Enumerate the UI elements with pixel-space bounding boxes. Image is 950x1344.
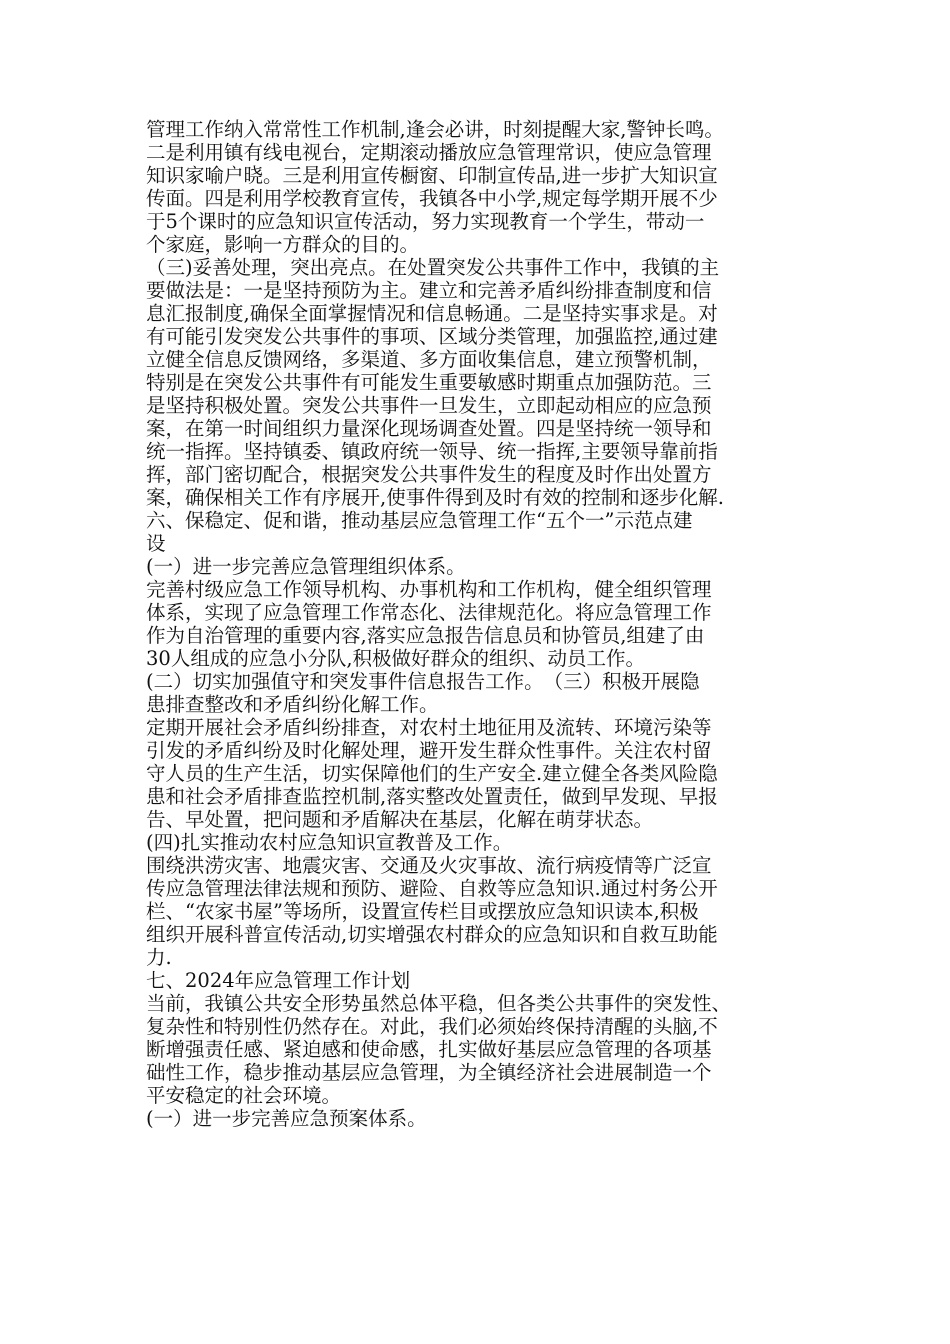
section-heading: 设 — [146, 532, 166, 555]
text-line: 是坚持积极处置。突发公共事件一旦发生，立即起动相应的应急预 — [146, 394, 712, 417]
text-line: 统一指挥。坚持镇委、镇政府统一领导、统一指挥,主要领导靠前指 — [146, 440, 718, 463]
text-line: 立健全信息反馈网络，多渠道、多方面收集信息，建立预警机制， — [146, 348, 712, 371]
text-line: 定期开展社会矛盾纠纷排查，对农村土地征用及流转、环境污染等 — [146, 716, 712, 739]
text-line: 个家庭，影响一方群众的目的。 — [146, 233, 420, 256]
text-line: 体系，实现了应急管理工作常态化、法律规范化。将应急管理工作 — [146, 601, 712, 624]
subsection-heading: (一）进一步完善应急管理组织体系。 — [146, 555, 466, 578]
subsection-heading: (二）切实加强值守和突发事件信息报告工作。 （三）积极开展隐 — [146, 670, 700, 693]
text-line: 传应急管理法律法规和预防、避险、自救等应急知识.通过村务公开 — [146, 877, 718, 900]
text-line: 二是利用镇有线电视台，定期滚动播放应急管理常识，使应急管理 — [146, 141, 712, 164]
text-line: 础性工作，稳步推动基层应急管理，为全镇经济社会进展制造一个 — [146, 1061, 712, 1084]
text-line: 栏、“农家书屋”等场所，设置宣传栏目或摆放应急知识读本,积极 — [146, 900, 699, 923]
text-line: 30人组成的应急小分队,积极做好群众的组织、动员工作。 — [146, 647, 646, 670]
text-line: 力. — [146, 946, 172, 969]
text-line: 传面。四是利用学校教育宣传，我镇各中小学,规定每学期开展不少 — [146, 187, 718, 210]
text-line: 围绕洪涝灾害、地震灾害、交通及火灾事故、流行病疫情等广泛宣 — [146, 854, 712, 877]
text-line: 案，在第一时间组织力量深化现场调查处置。四是坚持统一领导和 — [146, 417, 712, 440]
text-line: 告、早处置，把问题和矛盾解决在基层，化解在萌芽状态。 — [146, 808, 654, 831]
subsection-heading: (一）进一步完善应急预案体系。 — [146, 1107, 427, 1130]
section-heading: 六、保稳定、促和谐，推动基层应急管理工作“五个一”示范点建 — [146, 509, 693, 532]
subsection-heading: 患排查整改和矛盾纠纷化解工作。 — [146, 693, 439, 716]
text-line: 复杂性和特别性仍然存在。对此，我们必须始终保持清醒的头脑,不 — [146, 1015, 718, 1038]
text-line: 案，确保相关工作有序展开,使事件得到及时有效的控制和逐步化解. — [146, 486, 724, 509]
text-line: 患和社会矛盾排查监控机制,落实整改处置责任，做到早发现、早报 — [146, 785, 718, 808]
text-line: 要做法是：一是坚持预防为主。建立和完善矛盾纠纷排查制度和信 — [146, 279, 712, 302]
text-line: 特别是在突发公共事件有可能发生重要敏感时期重点加强防范。三 — [146, 371, 712, 394]
text-line: 当前，我镇公共安全形势虽然总体平稳，但各类公共事件的突发性、 — [146, 992, 732, 1015]
text-line: 挥，部门密切配合，根据突发公共事件发生的程度及时作出处置方 — [146, 463, 712, 486]
text-line: 于5个课时的应急知识宣传活动，努力实现教育一个学生，带动一 — [146, 210, 705, 233]
section-heading: 七、2024年应急管理工作计划 — [146, 969, 411, 992]
subsection-heading: (四)扎实推动农村应急知识宣教普及工作。 — [146, 831, 513, 854]
text-line: 有可能引发突发公共事件的事项、区域分类管理，加强监控,通过建 — [146, 325, 718, 348]
text-line: 平安稳定的社会环境。 — [146, 1084, 342, 1107]
text-line: 断增强责任感、紧迫感和使命感，扎实做好基层应急管理的各项基 — [146, 1038, 712, 1061]
text-line: （三)妥善处理，突出亮点。在处置突发公共事件工作中，我镇的主 — [146, 256, 720, 279]
text-line: 息汇报制度,确保全面掌握情况和信息畅通。二是坚持实事求是。对 — [146, 302, 718, 325]
text-line: 守人员的生产生活，切实保障他们的生产安全.建立健全各类风险隐 — [146, 762, 718, 785]
text-line: 组织开展科普宣传活动,切实增强农村群众的应急知识和自救互助能 — [146, 923, 718, 946]
text-line: 完善村级应急工作领导机构、办事机构和工作机构，健全组织管理 — [146, 578, 712, 601]
text-line: 作为自治管理的重要内容,落实应急报告信息员和协管员,组建了由 — [146, 624, 705, 647]
text-line: 知识家喻户晓。三是利用宣传橱窗、印制宣传品,进一步扩大知识宣 — [146, 164, 718, 187]
text-line: 管理工作纳入常常性工作机制,逢会必讲，时刻提醒大家,警钟长鸣。 — [146, 118, 724, 141]
document-page — [146, 118, 806, 1130]
text-line: 引发的矛盾纠纷及时化解处理，避开发生群众性事件。关注农村留 — [146, 739, 712, 762]
